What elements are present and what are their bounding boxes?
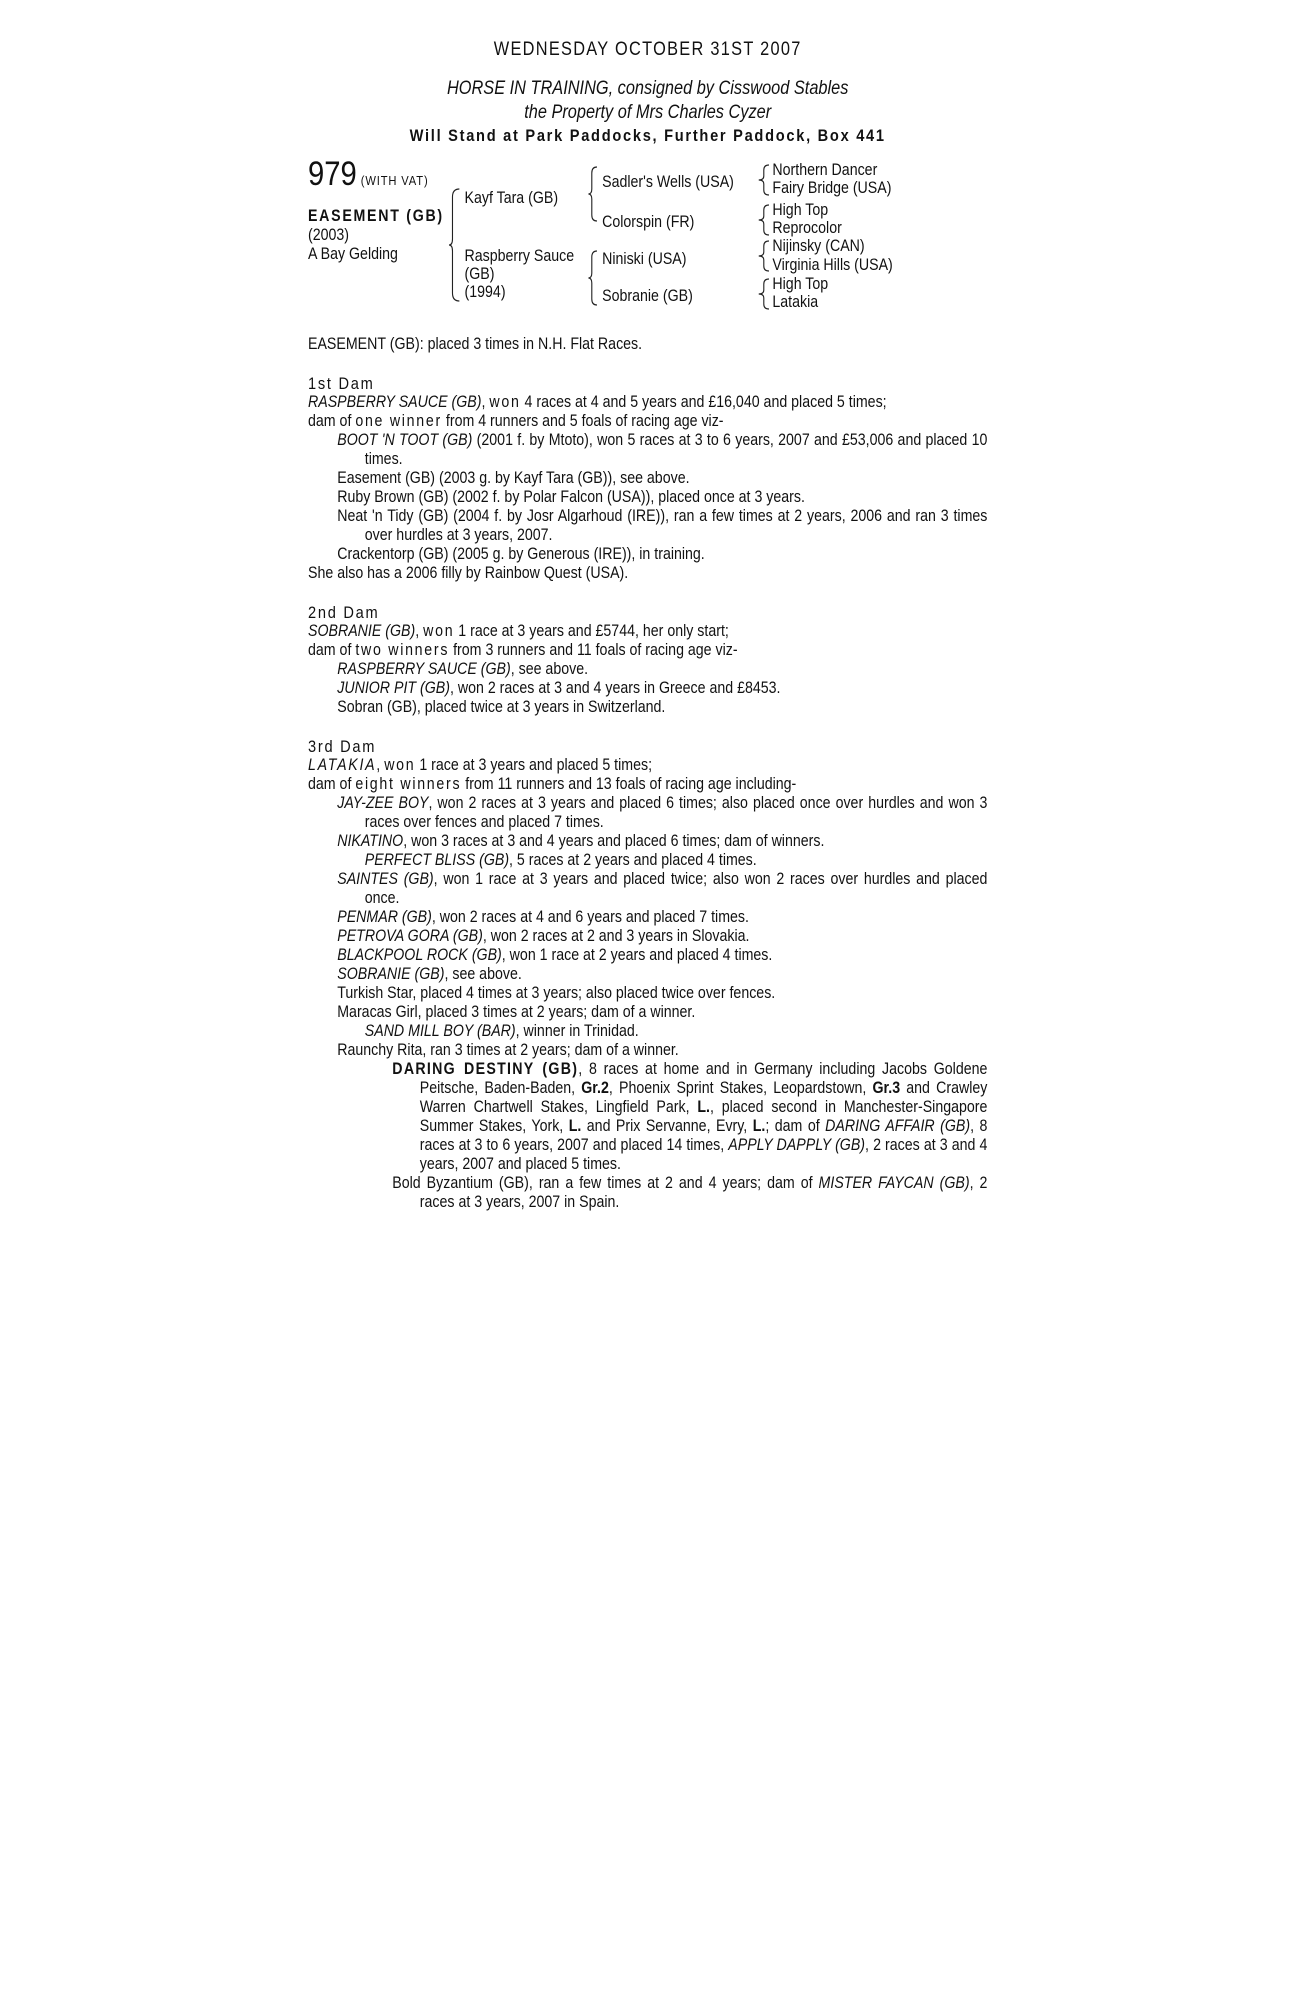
dam-sire: Niniski (USA) [602,250,687,268]
catalogue-page [308,39,988,1212]
produce-entry: BLACKPOOL ROCK (GB), won 1 race at 2 years and placed 4 times. [337,946,773,964]
dam-year: (1994) [464,283,506,301]
produce-entry: NIKATINO, won 3 races at 3 and 4 years and placed 6 times; dam of winners. [337,832,825,850]
produce-entry: Turkish Star, placed 4 times at 3 years; also placed twice over fences. [337,984,776,1002]
third-dam-produce-summary: dam of eight winners from 11 runners and 13 foals of racing age including- [308,775,797,793]
gen3-6: Virginia Hills (USA) [772,256,893,274]
produce-entry: PETROVA GORA (GB), won 2 races at 2 and 3 years in Slovakia. [337,927,750,945]
produce-entry: RASPBERRY SAUCE (GB), see above. [337,660,589,678]
grand-produce-entry: DARING DESTINY (GB), 8 races at home and in Germany including Jacobs Goldene Peitsche, Baden-Baden, Gr.2, Phoenix Sprint Stakes, Leopardstown, Gr.3 and Crawley Warren Chartwell Stakes, Lingfield Park, L., placed second in Manchester-Singapore Summer Stakes, York, L. and Prix Servanne, Evry, L.; dam of DARING AFFAIR (GB), 8 races at 3 to 6 years, 2007 and placed 14 times, APPLY DAPPLY (GB), 2 races at 3 and 4 years, 2007 and placed 5 times. [392,1060,988,1173]
first-dam-heading: 1st Dam [308,374,375,393]
pedigree-brace [449,187,461,308]
race-summary: EASEMENT (GB): placed 3 times in N.H. Flat Races. [308,335,643,353]
consignor-line: HORSE IN TRAINING, consigned by Cisswood Stables [446,78,849,99]
third-dam-record: LATAKIA, won 1 race at 3 years and placed 5 times; [308,756,653,774]
sire-brace [588,165,598,228]
gen3-3: High Top [772,201,829,219]
produce-entry: BOOT 'N TOOT (GB) (2001 f. by Mtoto), won 5 races at 3 to 6 years, 2007 and £53,006 and placed 10 times. [337,431,988,468]
produce-entry: Easement (GB) (2003 g. by Kayf Tara (GB)), see above. [337,469,690,487]
owner-line: the Property of Mrs Charles Cyzer [524,102,772,123]
produce-note: She also has a 2006 filly by Rainbow Quest (USA). [308,564,629,582]
stand-location: Will Stand at Park Paddocks, Further Paddock, Box 441 [409,126,886,145]
lot-heading [308,155,429,193]
first-dam-record: RASPBERRY SAUCE (GB), won 4 races at 4 and 5 years and £16,040 and placed 5 times; [308,393,887,411]
first-dam-section [308,374,987,583]
gen3-2: Fairy Bridge (USA) [772,179,892,197]
dam-brace [588,249,598,312]
grand-produce-entry: SAND MILL BOY (BAR), winner in Trinidad. [364,1022,639,1040]
sale-date: WEDNESDAY OCTOBER 31ST 2007 [493,39,802,60]
third-dam-heading: 3rd Dam [308,737,377,756]
third-dam-section [308,737,987,1212]
produce-entry: Crackentorp (GB) (2005 g. by Generous (IRE)), in training. [337,545,705,563]
gen3-5: Nijinsky (CAN) [772,237,865,255]
gen3-brace-4 [759,277,771,316]
foaling-year: (2003) [308,226,350,244]
second-dam-produce-summary: dam of two winners from 3 runners and 11 foals of racing age viz- [308,641,738,659]
dam-origin: (GB) [464,265,495,283]
grand-produce-entry: PERFECT BLISS (GB), 5 races at 2 years and placed 4 times. [364,851,757,869]
dam: Raspberry Sauce [464,247,575,265]
gen3-7: High Top [772,275,829,293]
gen3-brace-1 [759,163,771,202]
produce-entry: JAY-ZEE BOY, won 2 races at 3 years and placed 6 times; also placed once over hurdles and won 3 races over fences and placed 7 times. [337,794,988,831]
horse-name: EASEMENT (GB) [308,207,444,225]
produce-entry: Sobran (GB), placed twice at 3 years in Switzerland. [337,698,666,716]
produce-entry: PENMAR (GB), won 2 races at 4 and 6 years and placed 7 times. [337,908,749,926]
produce-entry: Neat 'n Tidy (GB) (2004 f. by Josr Algarhoud (IRE)), ran a few times at 2 years, 2006 and ran 3 times over hurdles at 3 years, 2007. [337,507,988,544]
gen3-8: Latakia [772,293,819,311]
produce-entry: SAINTES (GB), won 1 race at 3 years and placed twice; also won 2 races over hurdles and placed once. [337,870,988,907]
second-dam-record: SOBRANIE (GB), won 1 race at 3 years and £5744, her only start; [308,622,729,640]
produce-entry: Raunchy Rita, ran 3 times at 2 years; dam of a winner. [337,1041,679,1059]
gen3-brace-2 [759,203,771,242]
produce-entry: Maracas Girl, placed 3 times at 2 years; dam of a winner. [337,1003,696,1021]
gen3-1: Northern Dancer [772,161,878,179]
produce-entry: JUNIOR PIT (GB), won 2 races at 3 and 4 years in Greece and £8453. [337,679,781,697]
second-dam-section [308,603,987,717]
produce-entry: Ruby Brown (GB) (2002 f. by Polar Falcon (USA)), placed once at 3 years. [337,488,805,506]
vat-note: (WITH VAT) [360,173,429,188]
dam-dam: Sobranie (GB) [602,287,693,305]
produce-entry: SOBRANIE (GB), see above. [337,965,522,983]
first-dam-produce-summary: dam of one winner from 4 runners and 5 foals of racing age viz- [308,412,724,430]
lot-number: 979 [308,155,357,193]
sire-dam: Colorspin (FR) [602,213,695,231]
sire-sire: Sadler's Wells (USA) [602,173,734,191]
sire: Kayf Tara (GB) [464,189,559,207]
gen3-brace-3 [759,239,771,278]
grand-produce-entry: Bold Byzantium (GB), ran a few times at 2 and 4 years; dam of MISTER FAYCAN (GB), 2 races at 3 years, 2007 in Spain. [392,1174,988,1211]
horse-description: A Bay Gelding [308,245,398,263]
second-dam-heading: 2nd Dam [308,603,380,622]
gen3-4: Reprocolor [772,219,842,237]
pedigree-table [308,155,987,335]
